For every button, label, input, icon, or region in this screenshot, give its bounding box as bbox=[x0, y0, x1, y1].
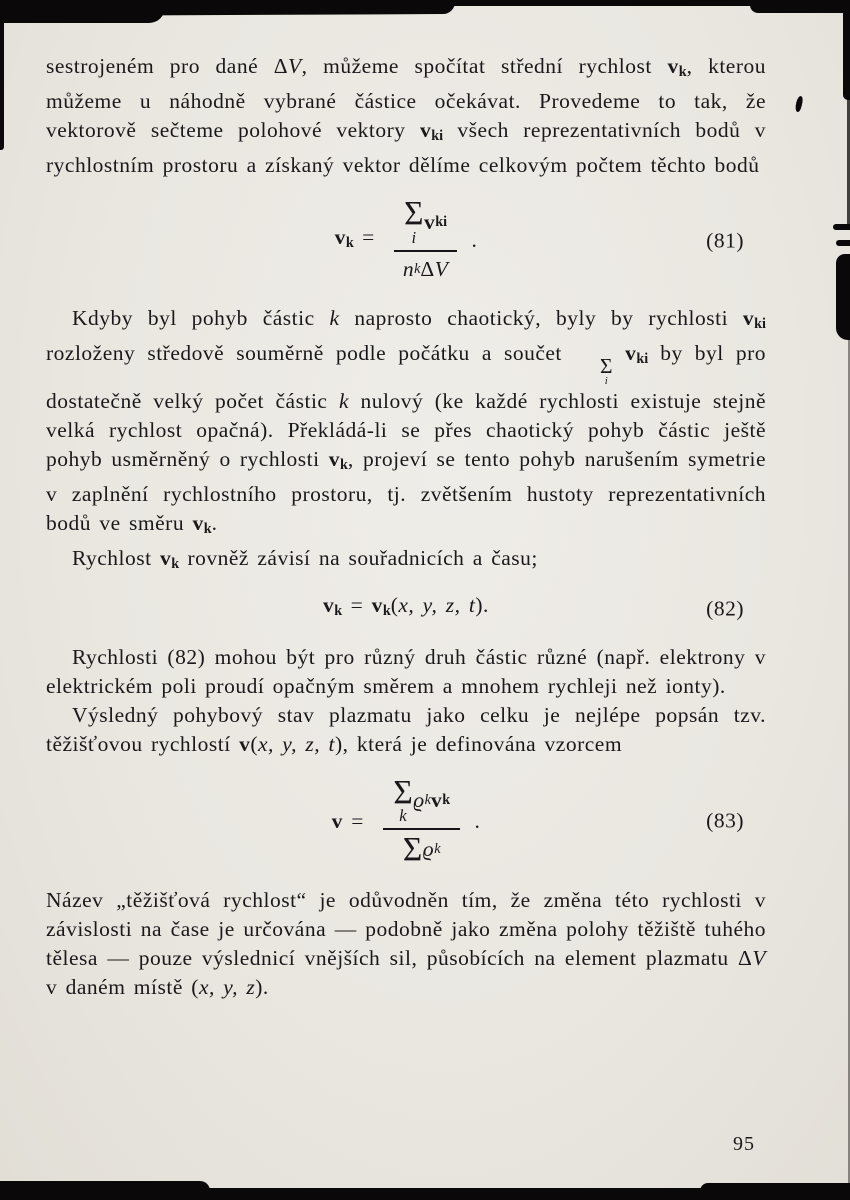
equation-body: $v_k = v_k(x$, y, z, t). bbox=[323, 593, 489, 620]
page-content bbox=[46, 52, 766, 1002]
scan-artifact-top-left-corner bbox=[0, 0, 165, 23]
equation-number: (82) bbox=[706, 596, 744, 621]
fraction-denominator: n k Δ V bbox=[402, 256, 449, 281]
scan-artifact-bottom-left-corner bbox=[0, 1181, 210, 1200]
page-number: 95 bbox=[733, 1133, 755, 1155]
equation-81 bbox=[46, 195, 766, 283]
scan-artifact-right-blob bbox=[836, 254, 850, 340]
scan-artifact-stray-mark bbox=[794, 96, 804, 113]
equation-number: (83) bbox=[706, 808, 744, 833]
scan-artifact-right-tick bbox=[836, 240, 850, 246]
fraction-denominator: Σ ϱ k bbox=[402, 830, 441, 868]
scan-artifact-left-strip bbox=[0, 0, 4, 150]
fraction bbox=[383, 773, 460, 868]
paragraph-3: Rychlost $v_k$ rovněž závisí na souřadnicích a času; bbox=[72, 546, 538, 573]
paragraph-4: Rychlosti (82) mohou být pro různý druh částic různé (např. elektrony v elektrickém poli proudí opačným směrem a mnohem rychleji než ionty). bbox=[46, 644, 766, 698]
equation-83 bbox=[46, 773, 766, 868]
scan-artifact-bottom-right-corner bbox=[700, 1183, 850, 1200]
fraction bbox=[394, 195, 457, 283]
scan-artifact-top-right-block bbox=[750, 0, 850, 13]
equation-body bbox=[331, 773, 481, 868]
equation-tail: . bbox=[474, 808, 481, 833]
equation-lhs: v = bbox=[331, 808, 364, 833]
equation-body bbox=[334, 195, 478, 283]
paragraph-1: sestrojeném pro dané ΔV, můžeme spočítat střední rychlost $v_k$, kterou můžeme u náhodně vybrané částice očekávat. Provedeme to tak, že vektorově sečteme polohové vektory $v_{ki}$ všech reprezentativních bodů v rychlostním prostoru a získaný vektor dělíme celkovým počtem těchto bodů bbox=[46, 54, 766, 178]
scan-artifact-right-tick bbox=[833, 224, 850, 230]
fraction-numerator: Σ i v ki bbox=[394, 198, 457, 251]
equation-tail: . bbox=[471, 228, 478, 253]
equation-number: (81) bbox=[706, 228, 744, 253]
scan-artifact-right-strip-top bbox=[843, 0, 850, 100]
fraction-numerator: Σ k ϱ k v k bbox=[383, 777, 460, 830]
paragraph-2: Kdyby byl pohyb částic k naprosto chaotický, byly by rychlosti $v_{ki}$ rozloženy středově souměrně podle počátku a součet Σ i $v_{ki}$ by byl pro dostatečně velký počet částic k nulový (ke každé rychlosti existuje stejně velká rychlost opačná). Překládá-li se přes chaotický pohyb částic ještě pohyb usměrněný o rychlosti $v_k$, projeví se tento pohyb narušením symetrie v zaplnění rychlostního prostoru, tj. zvětšením hustoty reprezentativních bodů ve směru $v_k$. bbox=[46, 305, 766, 538]
paragraph-5: Výsledný pohybový stav plazmatu jako celku je nejlépe popsán tzv. těžišťovou rychlostí v(x, y, z, t), která je definována vzorcem bbox=[46, 702, 766, 756]
paragraph-6: Název „těžišťová rychlost“ je odůvodněn tím, že změna této rychlosti v závislosti na čase je určována — podobně jako změna polohy těžiště tuhého tělesa — pouze výslednicí vnějších sil, působících na element plazmatu ΔV v daném místě (x, y, z). bbox=[46, 888, 766, 1000]
equation-lhs: $v_k$ = bbox=[334, 225, 375, 252]
equation-82 bbox=[46, 591, 766, 626]
